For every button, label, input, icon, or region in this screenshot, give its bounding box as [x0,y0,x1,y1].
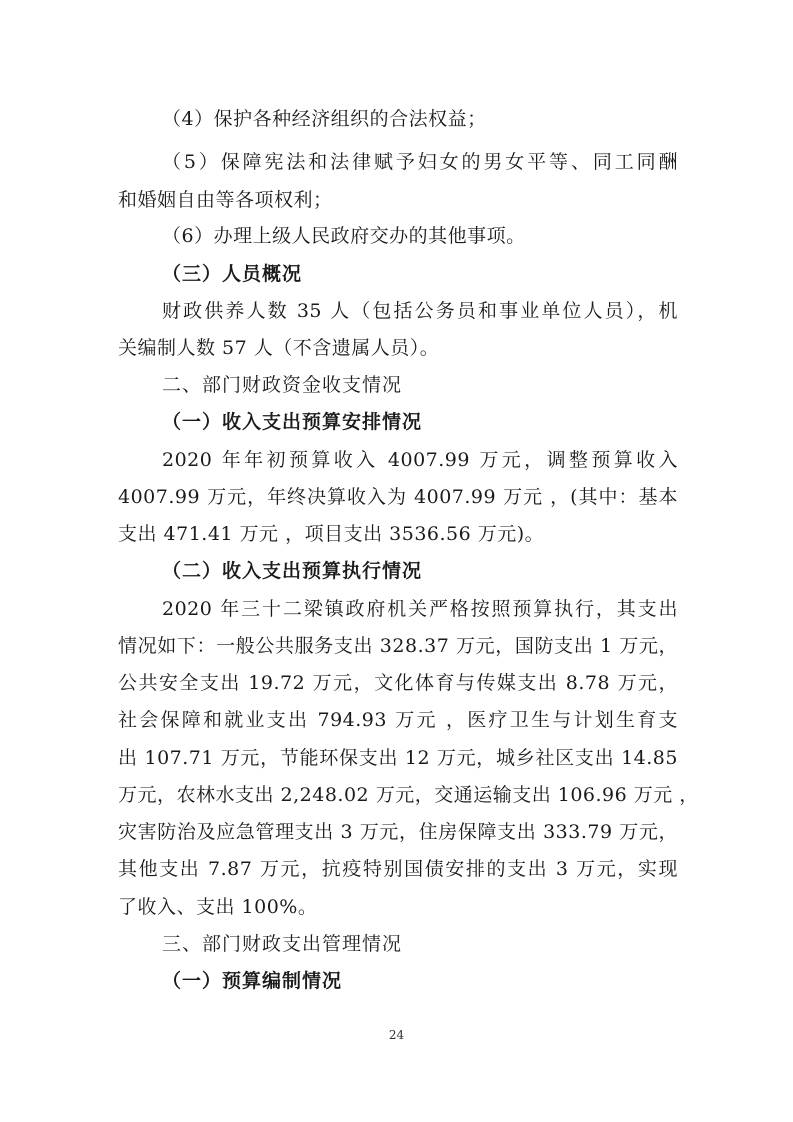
paragraph-execution-line-5: 出 107.71 万元，节能环保支出 12 万元，城乡社区支出 14.85 [118,747,678,769]
paragraph-execution-line-6: 万元，农林水支出 2,248.02 万元，交通运输支出 106.96 万元 ， [118,784,699,806]
paragraph-execution-line-2: 情况如下：一般公共服务支出 328.37 万元，国防支出 1 万元， [118,635,678,657]
paragraph-personnel-line-2: 关编制人数 57 人（不含遗属人员）。 [118,337,440,359]
list-item-5-line-2: 和婚姻自由等各项权利； [118,189,333,211]
paragraph-personnel-line-1: 财政供养人数 35 人（包括公务员和事业单位人员），机 [162,300,678,322]
list-item-6: （6）办理上级人民政府交办的其他事项。 [162,225,526,247]
paragraph-execution-line-4: 社会保障和就业支出 794.93 万元 ，医疗卫生与计划生育支 [118,709,678,731]
section-heading-budget-arrangement: （一）收入支出预算安排情况 [162,411,423,433]
chapter-heading-two: 二、部门财政资金收支情况 [162,374,403,396]
paragraph-budget-line-1: 2020 年年初预算收入 4007.99 万元，调整预算收入 [162,449,678,471]
paragraph-execution-line-3: 公共安全支出 19.72 万元，文化体育与传媒支出 8.78 万元， [118,672,678,694]
chapter-heading-three: 三、部门财政支出管理情况 [162,933,403,955]
page-number: 24 [388,1028,405,1042]
paragraph-budget-line-2: 4007.99 万元，年终决算收入为 4007.99 万元 ，(其中：基本 [118,486,678,508]
paragraph-execution-line-8: 其他支出 7.87 万元，抗疫特别国债安排的支出 3 万元，实现 [118,858,678,880]
section-heading-budget-preparation: （一）预算编制情况 [162,970,343,992]
paragraph-budget-line-3: 支出 471.41 万元 ，项目支出 3536.56 万元)。 [118,523,545,545]
section-heading-personnel: （三）人员概况 [162,263,303,285]
list-item-5-line-1: （5）保障宪法和法律赋予妇女的男女平等、同工同酬 [162,151,678,173]
paragraph-execution-line-1: 2020 年三十二梁镇政府机关严格按照预算执行，其支出 [162,598,678,620]
paragraph-execution-line-7: 灾害防治及应急管理支出 3 万元，住房保障支出 333.79 万元， [118,821,678,843]
paragraph-execution-line-9: 了收入、支出 100%。 [118,896,318,918]
section-heading-budget-execution: （二）收入支出预算执行情况 [162,560,423,582]
list-item-4: （4）保护各种经济组织的合法权益； [162,108,487,130]
